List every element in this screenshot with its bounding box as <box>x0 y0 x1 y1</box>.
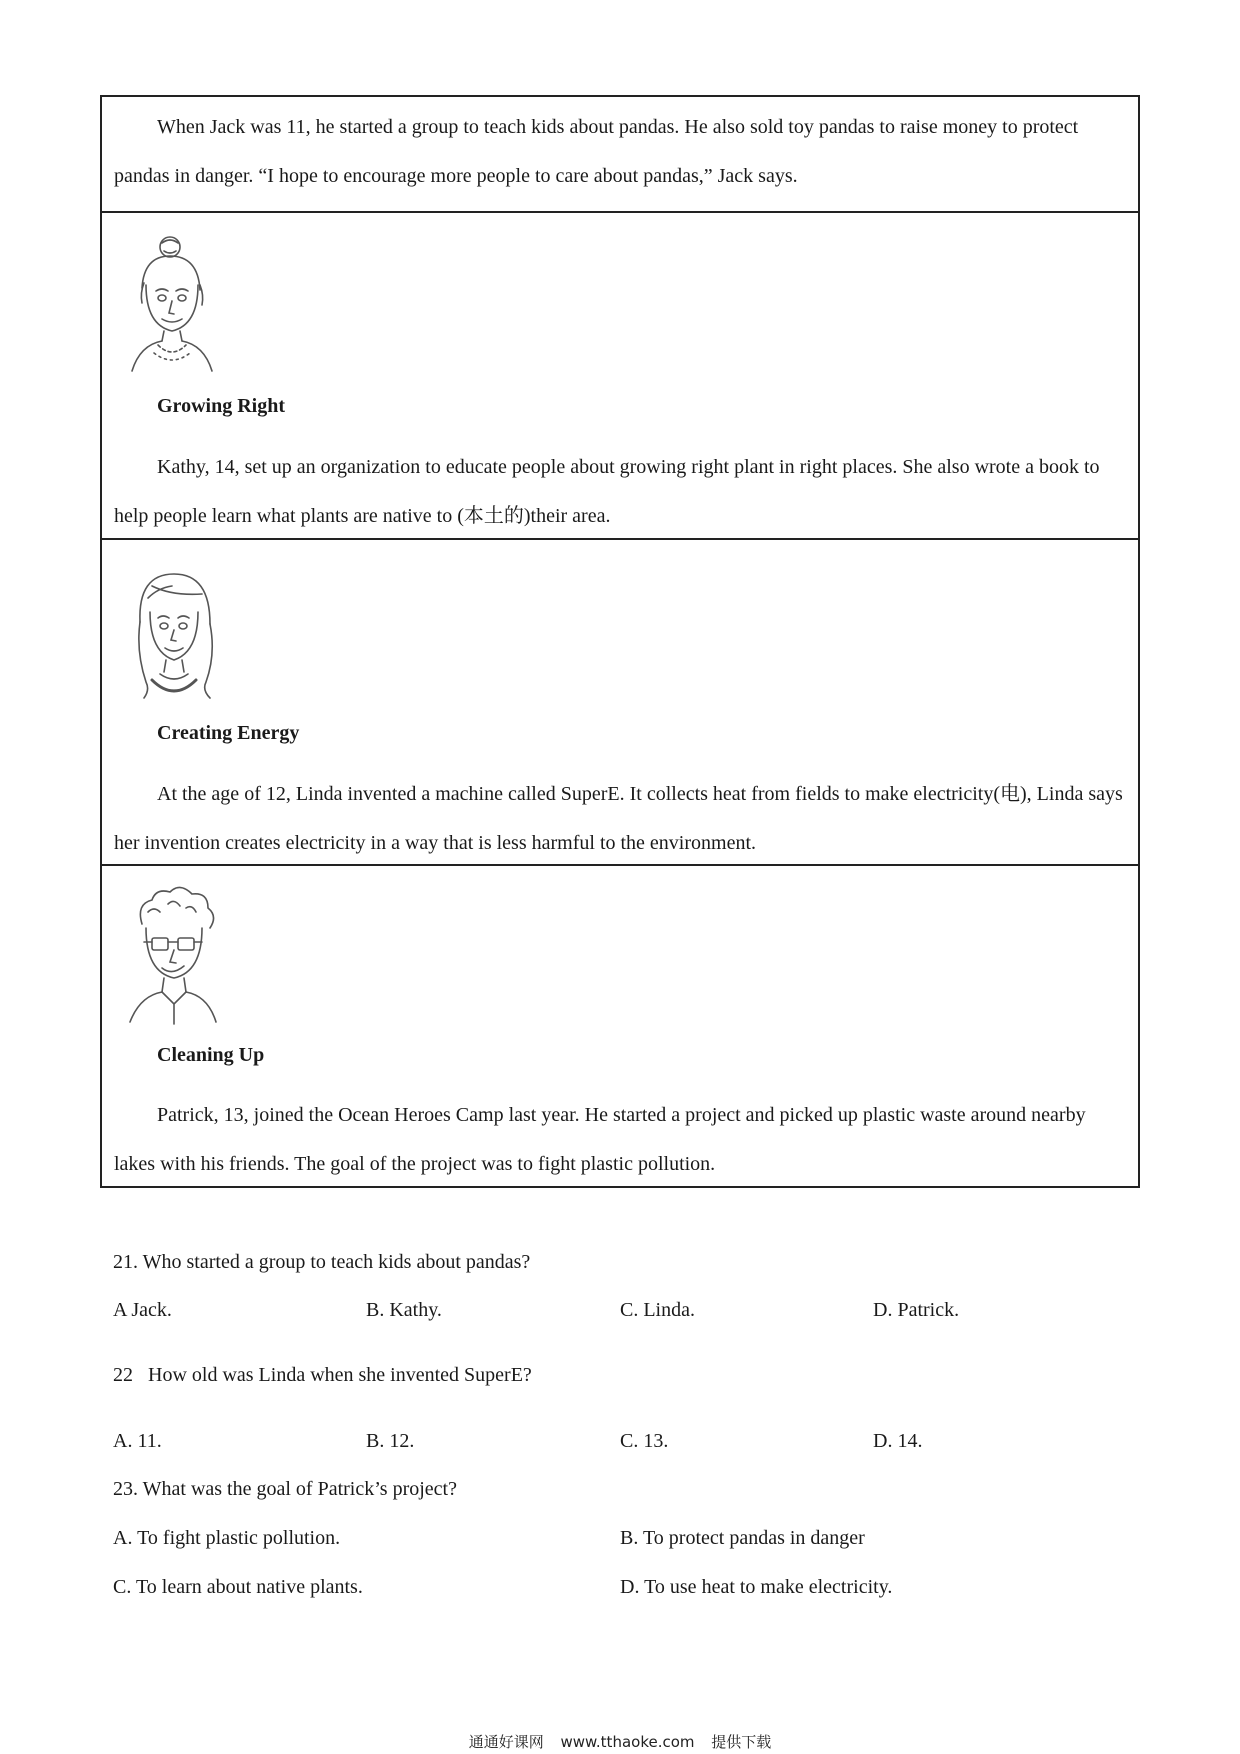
patrick-section <box>102 864 1138 1186</box>
girl-with-bun-portrait-icon <box>122 233 222 378</box>
question-21-stem: 21. Who started a group to teach kids about pandas? <box>113 1251 531 1273</box>
question-21-option-c[interactable]: C. Linda. <box>620 1299 695 1321</box>
question-22-option-b[interactable]: B. 12. <box>366 1430 415 1452</box>
question-22-option-d[interactable]: D. 14. <box>873 1430 923 1452</box>
question-23-stem: 23. What was the goal of Patrick’s project? <box>113 1478 457 1500</box>
patrick-heading: Cleaning Up <box>157 1044 265 1066</box>
question-21-option-b[interactable]: B. Kathy. <box>366 1299 442 1321</box>
kathy-heading: Growing Right <box>157 395 285 417</box>
question-21-option-d[interactable]: D. Patrick. <box>873 1299 960 1321</box>
linda-section <box>102 538 1138 864</box>
question-23-option-c[interactable]: C. To learn about native plants. <box>113 1576 363 1598</box>
linda-heading: Creating Energy <box>157 722 300 744</box>
kathy-section <box>102 211 1138 538</box>
question-22-stem: 22 How old was Linda when she invented SuperE? <box>113 1364 532 1386</box>
kathy-paragraph: Kathy, 14, set up an organization to educate people about growing right plant in right places. She also wrote a book to help people learn what plants are native to (本土的)their area. <box>114 456 1100 527</box>
footer-url[interactable]: www.tthaoke.com <box>560 1733 695 1751</box>
girl-with-long-hair-portrait-icon <box>122 562 222 707</box>
patrick-paragraph: Patrick, 13, joined the Ocean Heroes Camp last year. He started a project and picked up plastic waste around nearby lakes with his friends. The goal of the project was to fight plastic pollution. <box>114 1104 1086 1175</box>
linda-paragraph: At the age of 12, Linda invented a machine called SuperE. It collects heat from fields to make electricity(电), Linda says her invention creates electricity in a way that is less harmful to the environment. <box>114 783 1123 854</box>
question-22-option-a[interactable]: A. 11. <box>113 1430 162 1452</box>
question-23-option-a[interactable]: A. To fight plastic pollution. <box>113 1527 341 1549</box>
jack-section <box>102 97 1138 211</box>
jack-paragraph: When Jack was 11, he started a group to teach kids about pandas. He also sold toy pandas to raise money to protect pandas in danger. “I hope to encourage more people to care about pandas,” Jack says. <box>114 116 1079 187</box>
question-22-option-c[interactable]: C. 13. <box>620 1430 669 1452</box>
footer-note: 提供下载 <box>711 1733 772 1751</box>
question-21-option-a[interactable]: A Jack. <box>113 1299 172 1321</box>
passage-box <box>100 95 1140 1188</box>
footer-site-name: 通通好课网 <box>468 1733 544 1751</box>
page-footer <box>0 1731 1240 1752</box>
boy-with-glasses-portrait-icon <box>122 884 222 1029</box>
question-23-option-b[interactable]: B. To protect pandas in danger <box>620 1527 865 1549</box>
question-23-option-d[interactable]: D. To use heat to make electricity. <box>620 1576 893 1598</box>
